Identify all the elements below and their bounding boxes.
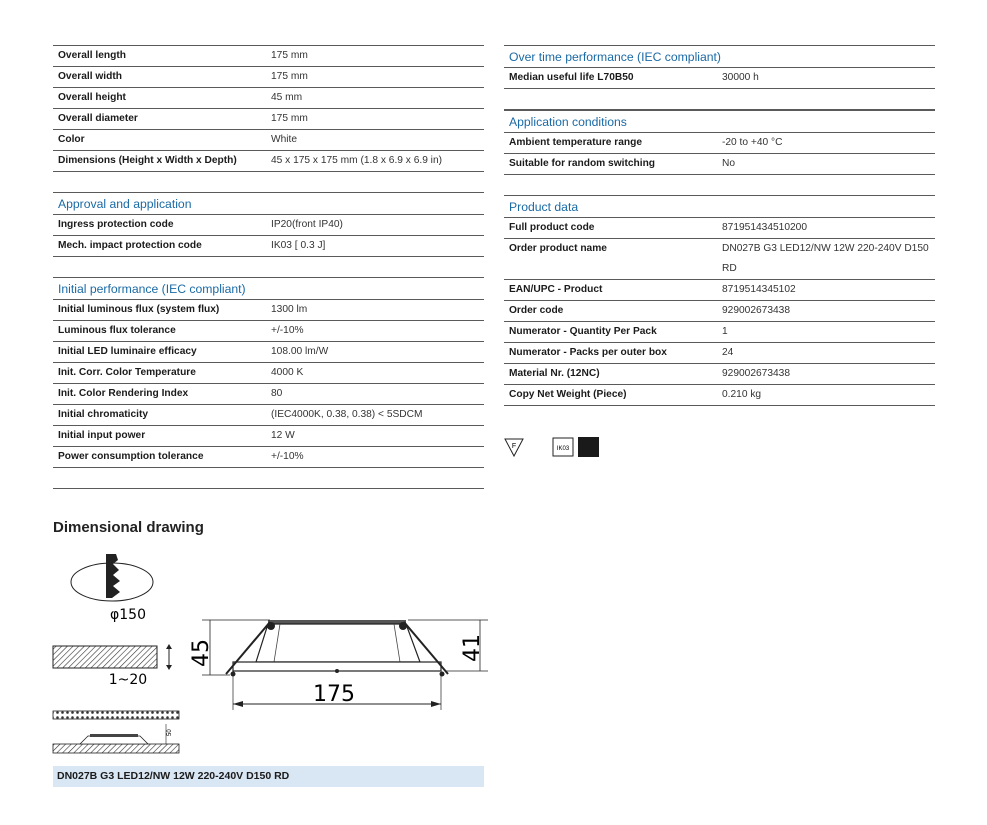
spec-key: Initial chromaticity (53, 405, 266, 426)
spec-key: Overall diameter (53, 109, 266, 130)
spec-key: Init. Corr. Color Temperature (53, 363, 266, 384)
spec-value: 929002673438 (717, 363, 935, 384)
spec-value: 175 mm (266, 109, 484, 130)
overtime-table (504, 68, 935, 110)
spec-key: Numerator - Packs per outer box (504, 342, 717, 363)
spec-value: 45 x 175 x 175 mm (1.8 x 6.9 x 6.9 in) (266, 151, 484, 172)
spec-value: +/-10% (266, 321, 484, 342)
spec-row (53, 130, 484, 151)
spec-row (504, 279, 935, 300)
spec-key: Numerator - Quantity Per Pack (504, 321, 717, 342)
spec-value: 24 (717, 342, 935, 363)
dimensional-drawing-title: Dimensional drawing (53, 519, 204, 536)
spec-row (504, 321, 935, 342)
spec-row (53, 342, 484, 363)
f-mark-icon (505, 439, 523, 456)
spec-key: Overall height (53, 88, 266, 109)
f-mark-label: F (511, 443, 517, 450)
spec-value: 4000 K (266, 363, 484, 384)
spec-row (504, 384, 935, 405)
spec-row (53, 384, 484, 405)
width-label: 175 (313, 682, 355, 707)
ik-mark-icon (553, 438, 573, 456)
spec-key: Full product code (504, 218, 717, 239)
spec-value (717, 238, 935, 279)
spec-value: 108.00 lm/W (266, 342, 484, 363)
inner-height-label: 41 (460, 634, 485, 662)
spec-value: +/-10% (266, 447, 484, 468)
spec-row (504, 133, 935, 154)
application-table (504, 133, 935, 175)
spec-key: Order product name (504, 238, 717, 279)
spec-row (53, 88, 484, 109)
spec-key: Mech. impact protection code (53, 236, 266, 257)
spec-row (53, 215, 484, 236)
spec-key: Median useful life L70B50 (504, 68, 717, 89)
downlight-side-view-icon (226, 620, 448, 677)
ceiling-label: 1~20 (108, 672, 148, 688)
spec-value: 1300 lm (266, 300, 484, 321)
spec-key: Order code (504, 300, 717, 321)
spec-key: Init. Color Rendering Index (53, 384, 266, 405)
spacer-row (53, 468, 484, 489)
spec-key: Color (53, 130, 266, 151)
spec-row (504, 68, 935, 89)
spec-value-line: RD (722, 262, 737, 274)
spec-value: 1 (717, 321, 935, 342)
ceiling-thickness-icon (53, 644, 172, 670)
spec-row (504, 363, 935, 384)
spec-value-line: DN027B G3 LED12/NW 12W 220-240V D150 (722, 242, 929, 254)
spec-key: Ambient temperature range (504, 133, 717, 154)
spec-key: Dimensions (Height x Width x Depth) (53, 151, 266, 172)
spec-row (53, 405, 484, 426)
approval-table (53, 215, 484, 257)
spec-value: 45 mm (266, 88, 484, 109)
spec-row (504, 218, 935, 239)
overtime-section-title: Over time performance (IEC compliant) (504, 45, 935, 68)
spec-value: 80 (266, 384, 484, 405)
product-data-table (504, 218, 935, 406)
spec-row (53, 300, 484, 321)
spec-key: Material Nr. (12NC) (504, 363, 717, 384)
right-spec-column (504, 45, 935, 406)
dimensional-drawing (50, 550, 500, 765)
application-section-title: Application conditions (504, 110, 935, 133)
installation-detail-icon (53, 711, 179, 753)
cutout-icon (71, 554, 153, 601)
spec-value: 30000 h (717, 68, 935, 89)
spec-value: 929002673438 (717, 300, 935, 321)
spec-value: White (266, 130, 484, 151)
spec-value: 175 mm (266, 67, 484, 88)
spec-row (53, 321, 484, 342)
spec-key: Initial input power (53, 426, 266, 447)
small-label: 50 (167, 729, 173, 736)
spec-row (504, 342, 935, 363)
spec-key: Initial luminous flux (system flux) (53, 300, 266, 321)
spec-key: Ingress protection code (53, 215, 266, 236)
spec-key: Power consumption tolerance (53, 447, 266, 468)
spec-row (53, 67, 484, 88)
product-name-bar: DN027B G3 LED12/NW 12W 220-240V D150 RD (53, 766, 484, 787)
spec-key: Copy Net Weight (Piece) (504, 384, 717, 405)
height-label: 45 (189, 639, 214, 667)
spec-key: Luminous flux tolerance (53, 321, 266, 342)
spec-row (53, 426, 484, 447)
spec-row (53, 151, 484, 172)
spec-value: 0.210 kg (717, 384, 935, 405)
spacer-row (504, 89, 935, 110)
spec-row (53, 46, 484, 67)
spec-row (504, 153, 935, 174)
product-data-section-title: Product data (504, 195, 935, 218)
spec-key: Initial LED luminaire efficacy (53, 342, 266, 363)
spec-value: IP20(front IP40) (266, 215, 484, 236)
spec-value: 12 W (266, 426, 484, 447)
spec-value: No (717, 153, 935, 174)
spec-key: Suitable for random switching (504, 153, 717, 174)
dimensions-table (53, 45, 484, 172)
spec-row (53, 363, 484, 384)
spec-value: -20 to +40 °C (717, 133, 935, 154)
spec-key: Overall width (53, 67, 266, 88)
ik-mark-label: IK03 (556, 446, 570, 452)
spec-row (53, 109, 484, 130)
spec-key: EAN/UPC - Product (504, 279, 717, 300)
spec-row (53, 447, 484, 468)
initial-performance-section-title: Initial performance (IEC compliant) (53, 277, 484, 300)
spec-value: 175 mm (266, 46, 484, 67)
spec-value: 8719514345102 (717, 279, 935, 300)
cutout-label: φ150 (110, 607, 146, 623)
black-square-icon (578, 437, 599, 457)
spec-value: (IEC4000K, 0.38, 0.38) < 5SDCM (266, 405, 484, 426)
spec-key: Overall length (53, 46, 266, 67)
certification-marks (504, 436, 604, 465)
spec-value: 871951434510200 (717, 218, 935, 239)
spec-value: IK03 [ 0.3 J] (266, 236, 484, 257)
initial-performance-table (53, 300, 484, 489)
spec-row (53, 236, 484, 257)
approval-section-title: Approval and application (53, 192, 484, 215)
spec-row (504, 300, 935, 321)
spec-row (504, 238, 935, 279)
left-spec-column (53, 45, 484, 489)
